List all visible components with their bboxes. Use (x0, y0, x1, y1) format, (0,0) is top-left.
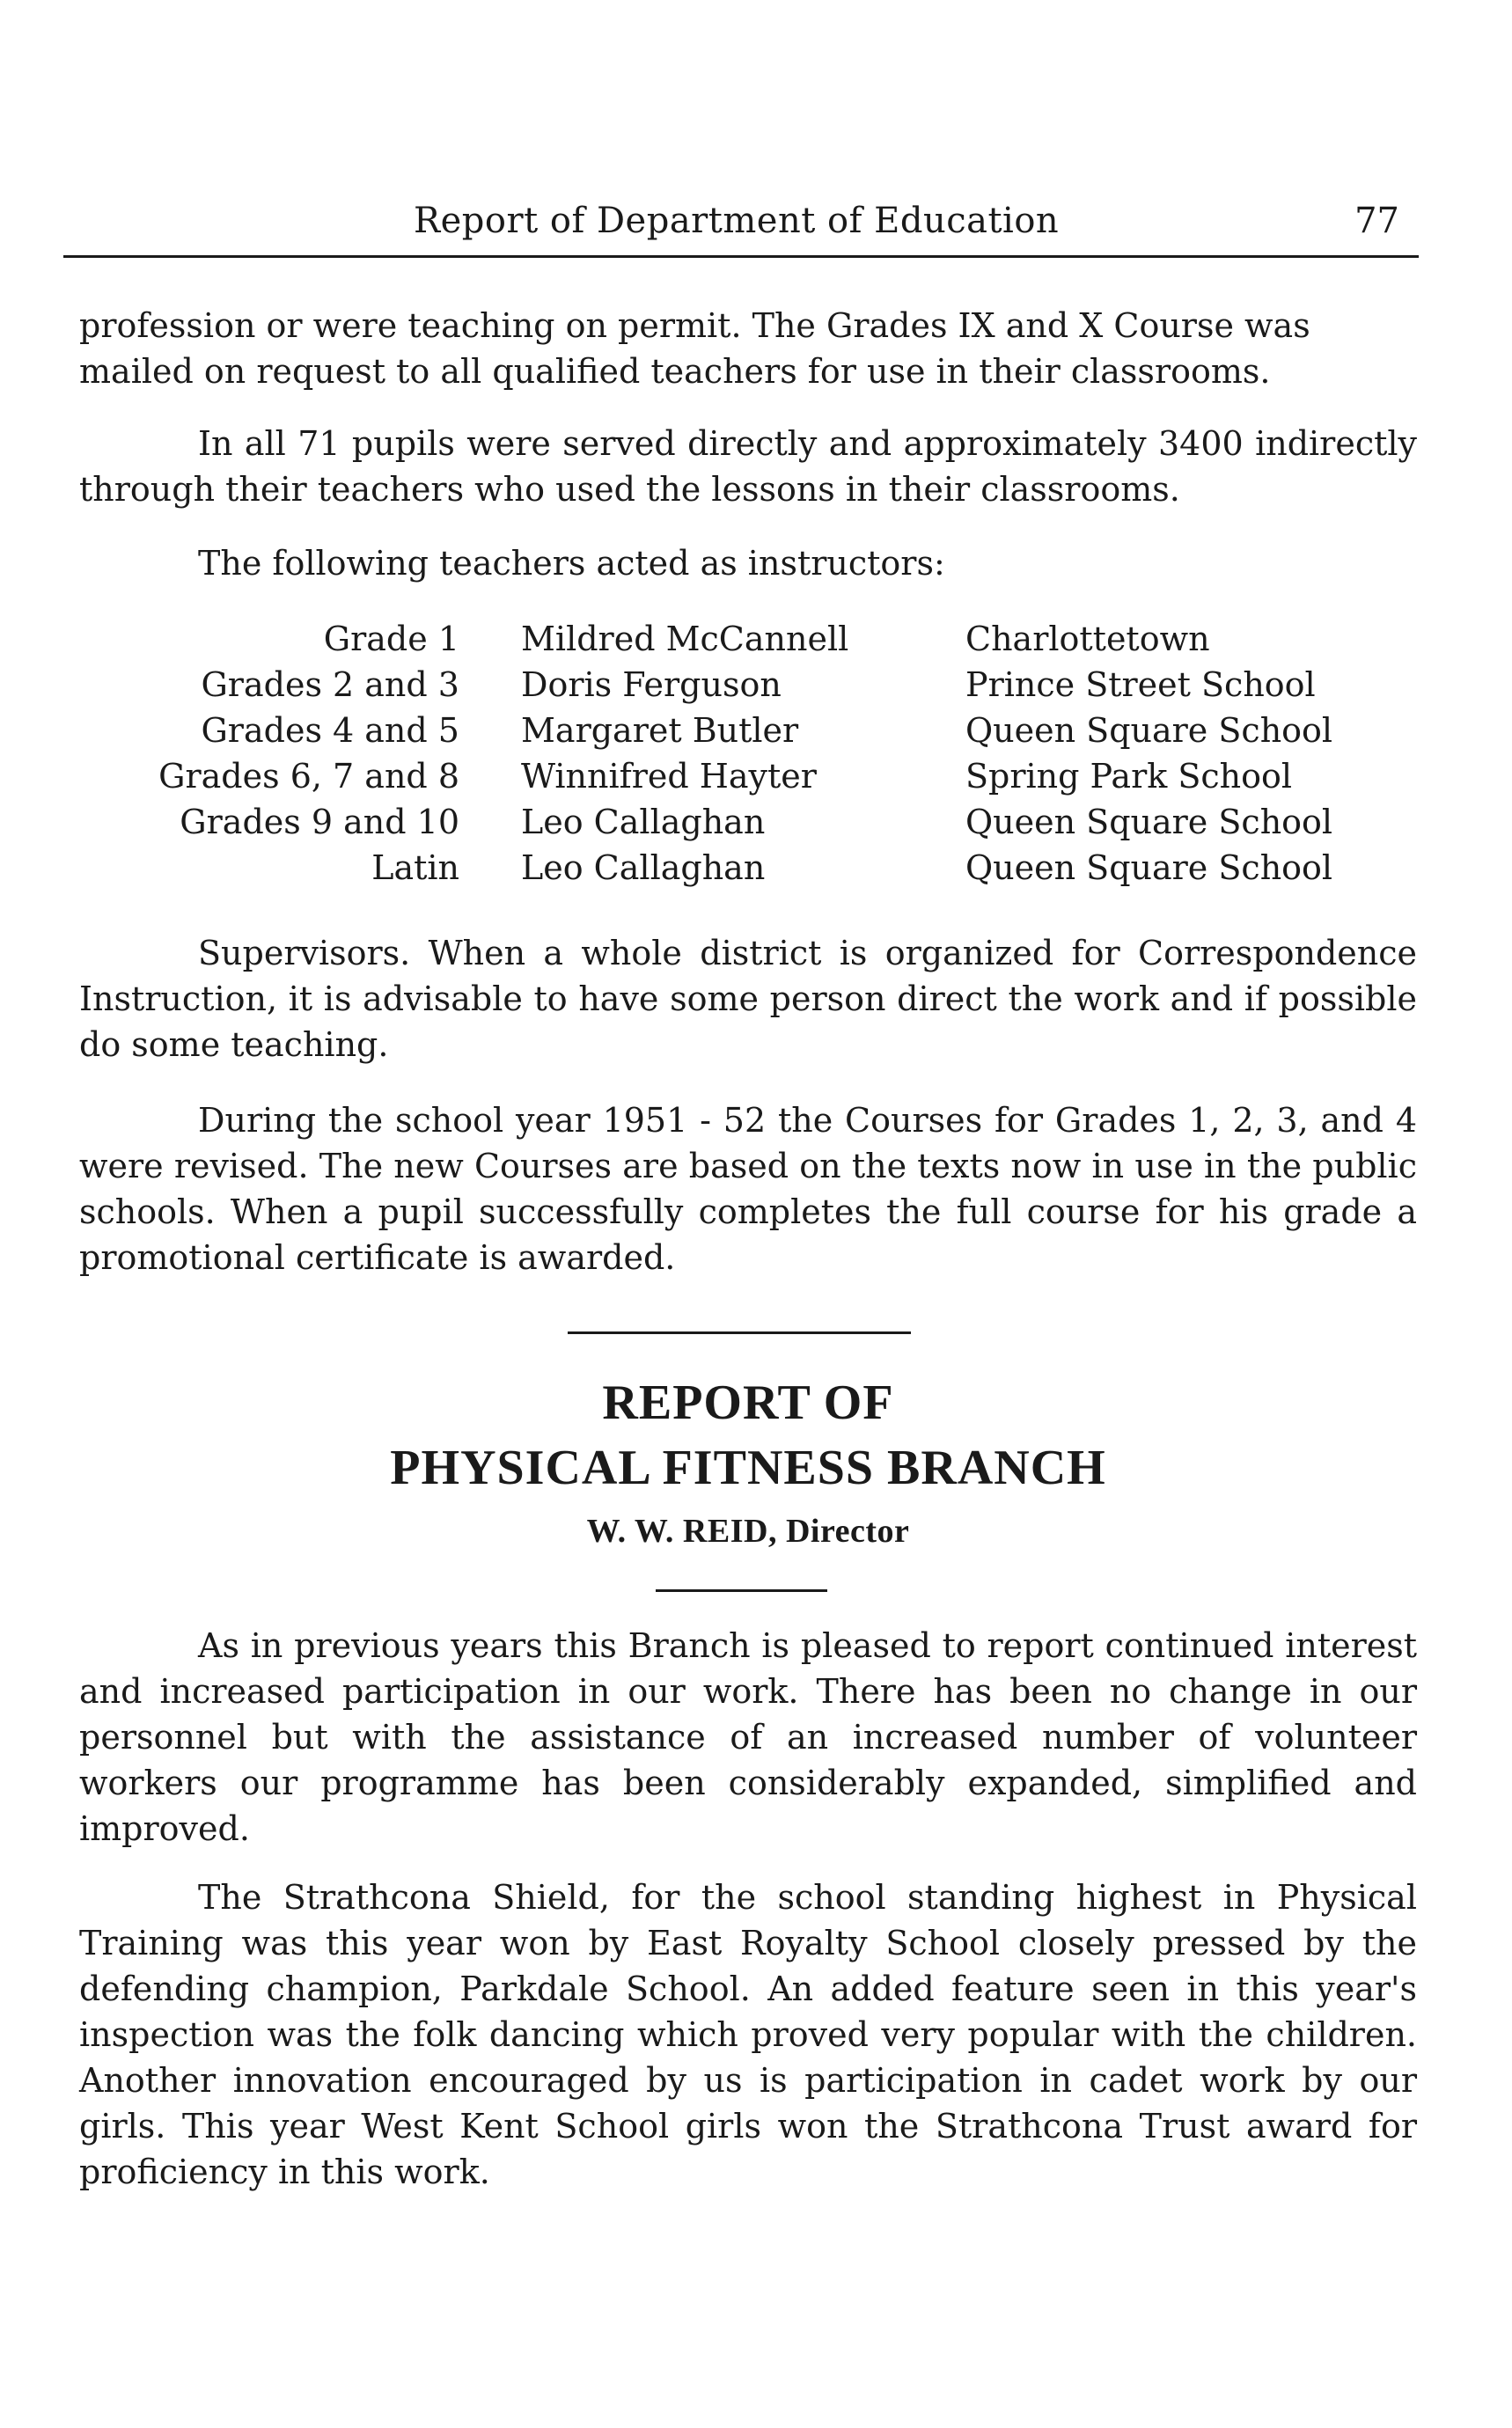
grade-cell: Grade 1 (323, 620, 459, 658)
table-row (79, 616, 1417, 662)
table-row (79, 799, 1417, 845)
school-cell: Queen Square School (965, 803, 1333, 841)
byline-divider (656, 1589, 827, 1592)
school-cell: Spring Park School (965, 757, 1293, 796)
director-byline: W. W. REID, Director (586, 1513, 910, 1550)
table-lead: The following teachers acted as instructors: (198, 544, 945, 583)
fitness-paragraph-2: The Strathcona Shield, for the school standing highest in Physical Training was this year won by East Royalty School closely pressed by the defending champion, Parkdale School. An added feature seen in this year's inspection was the folk dancing which proved very popular with the children. Another innovation encouraged by us is participation in cadet work by our girls. This year West Kent School girls won the Strathcona Trust award for proficiency in this work. (79, 1878, 1417, 2191)
school-cell: Charlottetown (965, 620, 1210, 658)
intro-line-1: profession or were teaching on permit. The Grades IX and X Course was (79, 306, 1310, 345)
revision-paragraph: During the school year 1951 - 52 the Courses for Grades 1, 2, 3, and 4 were revised. The new Courses are based on the texts now in use in the public schools. When a pupil successfully completes the full course for his grade a promotional certificate is awarded. (79, 1101, 1417, 1277)
running-header (79, 201, 1417, 253)
school-cell: Prince Street School (965, 665, 1316, 704)
document-page (79, 0, 1417, 2428)
intro-paragraph-2: In all 71 pupils were served directly and approximately 3400 indirectly through their teachers who used the lessons in their classrooms. (79, 424, 1417, 509)
name-cell: Winnifred Hayter (521, 757, 817, 796)
name-cell: Leo Callaghan (521, 803, 766, 841)
section-divider (568, 1331, 911, 1334)
name-cell: Margaret Butler (521, 711, 799, 750)
running-title: Report of Department of Education (414, 201, 1060, 241)
name-cell: Mildred McCannell (521, 620, 849, 658)
grade-cell: Grades 9 and 10 (180, 803, 459, 841)
table-row (79, 845, 1417, 891)
grade-cell: Grades 6, 7 and 8 (158, 757, 459, 796)
page-number: 77 (1354, 201, 1399, 241)
name-cell: Doris Ferguson (521, 665, 782, 704)
grade-cell: Grades 4 and 5 (201, 711, 459, 750)
section-heading-line-2: PHYSICAL FITNESS BRANCH (390, 1441, 1106, 1495)
table-row (79, 662, 1417, 708)
fitness-paragraph-1: As in previous years this Branch is pleased to report continued interest and increased participation in our work. There has been no change in our personnel but with the assistance of an increased number of volunteer workers our programme has been considerably expanded, simplified and improved. (79, 1626, 1417, 1848)
table-row (79, 708, 1417, 753)
grade-cell: Latin (371, 848, 459, 887)
intro-paragraph-1 (79, 303, 1417, 394)
header-rule (63, 255, 1419, 258)
table-row (79, 753, 1417, 799)
name-cell: Leo Callaghan (521, 848, 766, 887)
grade-cell: Grades 2 and 3 (201, 665, 459, 704)
intro-line-2: mailed on request to all qualified teachers for use in their classrooms. (79, 352, 1271, 391)
instructors-table (79, 616, 1417, 891)
school-cell: Queen Square School (965, 848, 1333, 887)
school-cell: Queen Square School (965, 711, 1333, 750)
section-heading-line-1: REPORT OF (602, 1375, 894, 1430)
supervisors-paragraph: Supervisors. When a whole district is organized for Correspondence Instruction, it is advisable to have some person direct the work and if possible do some teaching. (79, 934, 1417, 1064)
